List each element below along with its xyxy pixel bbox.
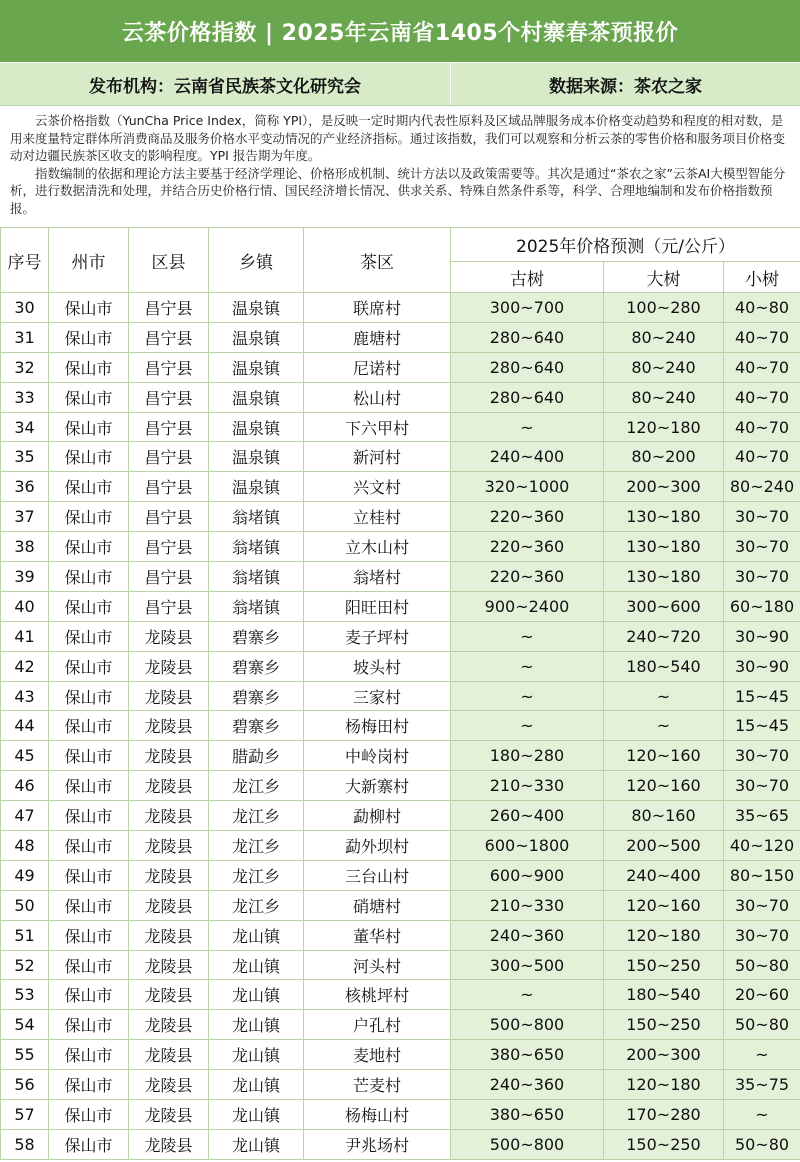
row-price-big-cell: 80~240 (604, 352, 724, 382)
row-prefecture-cell: 保山市 (49, 651, 129, 681)
row-price-ancient-cell: 300~700 (451, 293, 604, 323)
row-price-small-cell: 80~150 (724, 860, 800, 890)
row-no-cell: 51 (1, 920, 49, 950)
table-row (1, 860, 800, 890)
row-county-cell: 龙陵县 (129, 771, 209, 801)
row-tea-area-cell: 硝塘村 (304, 890, 451, 920)
row-township-cell: 温泉镇 (209, 322, 304, 352)
row-township-cell: 龙山镇 (209, 1040, 304, 1070)
table-row (1, 711, 800, 741)
row-county-cell: 龙陵县 (129, 621, 209, 651)
row-price-small-cell: 40~70 (724, 382, 800, 412)
row-price-small-cell: 40~70 (724, 322, 800, 352)
row-tea-area-cell: 勐柳村 (304, 801, 451, 831)
row-prefecture-cell: 保山市 (49, 591, 129, 621)
row-price-small-cell: ~ (724, 1100, 800, 1130)
row-township-cell: 龙山镇 (209, 1129, 304, 1159)
row-price-ancient-cell: 280~640 (451, 322, 604, 352)
col-header-county: 区县 (129, 228, 209, 293)
row-prefecture-cell: 保山市 (49, 1070, 129, 1100)
row-county-cell: 昌宁县 (129, 562, 209, 592)
table-row (1, 920, 800, 950)
row-township-cell: 翁堵镇 (209, 532, 304, 562)
row-prefecture-cell: 保山市 (49, 532, 129, 562)
row-tea-area-cell: 坡头村 (304, 651, 451, 681)
row-township-cell: 温泉镇 (209, 293, 304, 323)
row-tea-area-cell: 中岭岗村 (304, 741, 451, 771)
row-prefecture-cell: 保山市 (49, 860, 129, 890)
row-price-small-cell: 50~80 (724, 950, 800, 980)
intro-text (0, 106, 800, 227)
row-price-small-cell: 40~70 (724, 412, 800, 442)
row-township-cell: 腊勐乡 (209, 741, 304, 771)
row-price-big-cell: 150~250 (604, 950, 724, 980)
row-price-big-cell: 150~250 (604, 1010, 724, 1040)
row-price-big-cell: 150~250 (604, 1129, 724, 1159)
row-no-cell: 31 (1, 322, 49, 352)
row-price-big-cell: 120~160 (604, 741, 724, 771)
row-county-cell: 龙陵县 (129, 801, 209, 831)
row-no-cell: 47 (1, 801, 49, 831)
row-price-big-cell: 80~200 (604, 442, 724, 472)
row-price-ancient-cell: ~ (451, 651, 604, 681)
row-price-small-cell: 30~70 (724, 562, 800, 592)
row-prefecture-cell: 保山市 (49, 562, 129, 592)
info-bar (0, 62, 800, 106)
row-price-big-cell: 120~180 (604, 920, 724, 950)
row-no-cell: 56 (1, 1070, 49, 1100)
intro-paragraph-2: 指数编制的依据和理论方法主要基于经济学理论、价格形成机制、统计方法以及政策需要等。其次是通过“茶农之家”云茶AI大模型智能分析，进行数据清洗和处理，并结合历史价格行情、国民经济增长情况、供求关系、特殊自然条件系等，科学、合理地编制和发布价格指数预报。 (10, 165, 786, 216)
table-row (1, 1129, 800, 1159)
row-prefecture-cell: 保山市 (49, 681, 129, 711)
row-township-cell: 龙山镇 (209, 1100, 304, 1130)
table-row (1, 382, 800, 412)
row-county-cell: 龙陵县 (129, 890, 209, 920)
row-no-cell: 55 (1, 1040, 49, 1070)
row-county-cell: 昌宁县 (129, 352, 209, 382)
row-county-cell: 龙陵县 (129, 920, 209, 950)
table-row (1, 532, 800, 562)
row-prefecture-cell: 保山市 (49, 442, 129, 472)
row-county-cell: 昌宁县 (129, 293, 209, 323)
row-price-small-cell: 50~80 (724, 1129, 800, 1159)
row-price-big-cell: 130~180 (604, 502, 724, 532)
row-township-cell: 龙江乡 (209, 860, 304, 890)
row-price-small-cell: 40~70 (724, 442, 800, 472)
row-prefecture-cell: 保山市 (49, 950, 129, 980)
row-prefecture-cell: 保山市 (49, 621, 129, 651)
row-price-small-cell: 40~70 (724, 352, 800, 382)
row-tea-area-cell: 立桂村 (304, 502, 451, 532)
row-township-cell: 龙江乡 (209, 831, 304, 861)
row-price-big-cell: 80~160 (604, 801, 724, 831)
row-no-cell: 35 (1, 442, 49, 472)
row-price-big-cell: 300~600 (604, 591, 724, 621)
row-price-ancient-cell: 220~360 (451, 532, 604, 562)
row-price-ancient-cell: 180~280 (451, 741, 604, 771)
table-row (1, 352, 800, 382)
row-price-big-cell: 200~300 (604, 472, 724, 502)
row-prefecture-cell: 保山市 (49, 1010, 129, 1040)
row-price-small-cell: 30~70 (724, 920, 800, 950)
row-no-cell: 41 (1, 621, 49, 651)
table-row (1, 502, 800, 532)
row-prefecture-cell: 保山市 (49, 890, 129, 920)
row-county-cell: 昌宁县 (129, 591, 209, 621)
table-row (1, 980, 800, 1010)
row-price-ancient-cell: ~ (451, 980, 604, 1010)
row-tea-area-cell: 河头村 (304, 950, 451, 980)
col-header-no: 序号 (1, 228, 49, 293)
row-no-cell: 45 (1, 741, 49, 771)
row-township-cell: 龙山镇 (209, 950, 304, 980)
table-row (1, 472, 800, 502)
row-price-small-cell: 30~70 (724, 532, 800, 562)
row-price-ancient-cell: ~ (451, 711, 604, 741)
row-price-ancient-cell: 220~360 (451, 562, 604, 592)
row-price-ancient-cell: 240~360 (451, 1070, 604, 1100)
row-tea-area-cell: 杨梅山村 (304, 1100, 451, 1130)
row-tea-area-cell: 勐外坝村 (304, 831, 451, 861)
table-row (1, 950, 800, 980)
row-price-small-cell: 30~90 (724, 651, 800, 681)
row-no-cell: 54 (1, 1010, 49, 1040)
row-no-cell: 32 (1, 352, 49, 382)
row-price-ancient-cell: 260~400 (451, 801, 604, 831)
row-tea-area-cell: 麦子坪村 (304, 621, 451, 651)
row-price-small-cell: 40~80 (724, 293, 800, 323)
col-header-tea-area: 茶区 (304, 228, 451, 293)
table-row (1, 741, 800, 771)
row-county-cell: 昌宁县 (129, 472, 209, 502)
row-price-big-cell: 80~240 (604, 382, 724, 412)
row-price-big-cell: 120~180 (604, 412, 724, 442)
row-no-cell: 58 (1, 1129, 49, 1159)
row-prefecture-cell: 保山市 (49, 293, 129, 323)
data-source-label: 数据来源：茶农之家 (549, 76, 702, 97)
row-price-small-cell: 30~70 (724, 890, 800, 920)
row-no-cell: 57 (1, 1100, 49, 1130)
row-price-ancient-cell: 280~640 (451, 352, 604, 382)
row-tea-area-cell: 立木山村 (304, 532, 451, 562)
row-county-cell: 昌宁县 (129, 502, 209, 532)
row-price-big-cell: 180~540 (604, 651, 724, 681)
publisher-label: 发布机构：云南省民族茶文化研究会 (0, 63, 451, 105)
row-county-cell: 龙陵县 (129, 711, 209, 741)
row-price-small-cell: 30~90 (724, 621, 800, 651)
row-county-cell: 龙陵县 (129, 681, 209, 711)
row-county-cell: 龙陵县 (129, 651, 209, 681)
row-prefecture-cell: 保山市 (49, 1100, 129, 1130)
row-prefecture-cell: 保山市 (49, 472, 129, 502)
col-header-township: 乡镇 (209, 228, 304, 293)
row-prefecture-cell: 保山市 (49, 382, 129, 412)
row-township-cell: 龙山镇 (209, 920, 304, 950)
row-township-cell: 碧寨乡 (209, 621, 304, 651)
row-tea-area-cell: 麦地村 (304, 1040, 451, 1070)
col-header-ancient-tree: 古树 (451, 262, 604, 293)
row-price-small-cell: 35~65 (724, 801, 800, 831)
row-tea-area-cell: 鹿塘村 (304, 322, 451, 352)
table-row (1, 1040, 800, 1070)
row-county-cell: 龙陵县 (129, 1100, 209, 1130)
row-prefecture-cell: 保山市 (49, 502, 129, 532)
row-county-cell: 昌宁县 (129, 322, 209, 352)
title-bar (0, 0, 800, 62)
row-price-small-cell: 30~70 (724, 741, 800, 771)
row-county-cell: 龙陵县 (129, 1010, 209, 1040)
table-row (1, 562, 800, 592)
row-price-big-cell: 120~180 (604, 1070, 724, 1100)
row-price-big-cell: 80~240 (604, 322, 724, 352)
row-price-big-cell: 100~280 (604, 293, 724, 323)
row-township-cell: 龙江乡 (209, 771, 304, 801)
row-township-cell: 温泉镇 (209, 472, 304, 502)
row-price-big-cell: ~ (604, 681, 724, 711)
row-no-cell: 44 (1, 711, 49, 741)
row-price-big-cell: 240~720 (604, 621, 724, 651)
row-no-cell: 50 (1, 890, 49, 920)
table-row (1, 293, 800, 323)
row-price-ancient-cell: 500~800 (451, 1129, 604, 1159)
row-price-ancient-cell: 280~640 (451, 382, 604, 412)
row-county-cell: 龙陵县 (129, 980, 209, 1010)
row-tea-area-cell: 杨梅田村 (304, 711, 451, 741)
row-tea-area-cell: 联席村 (304, 293, 451, 323)
table-row (1, 890, 800, 920)
row-township-cell: 碧寨乡 (209, 711, 304, 741)
row-county-cell: 昌宁县 (129, 382, 209, 412)
row-price-big-cell: 120~160 (604, 890, 724, 920)
table-row (1, 681, 800, 711)
row-price-big-cell: 130~180 (604, 562, 724, 592)
row-tea-area-cell: 三台山村 (304, 860, 451, 890)
row-no-cell: 30 (1, 293, 49, 323)
row-no-cell: 42 (1, 651, 49, 681)
row-prefecture-cell: 保山市 (49, 322, 129, 352)
row-price-ancient-cell: 220~360 (451, 502, 604, 532)
row-price-small-cell: 20~60 (724, 980, 800, 1010)
row-county-cell: 龙陵县 (129, 831, 209, 861)
row-price-ancient-cell: 380~650 (451, 1100, 604, 1130)
row-tea-area-cell: 松山村 (304, 382, 451, 412)
table-row (1, 621, 800, 651)
row-price-ancient-cell: 600~1800 (451, 831, 604, 861)
row-county-cell: 龙陵县 (129, 860, 209, 890)
row-county-cell: 龙陵县 (129, 1040, 209, 1070)
table-row (1, 412, 800, 442)
row-tea-area-cell: 户孔村 (304, 1010, 451, 1040)
row-tea-area-cell: 三家村 (304, 681, 451, 711)
row-price-big-cell: 200~500 (604, 831, 724, 861)
table-header (1, 228, 800, 293)
row-township-cell: 温泉镇 (209, 352, 304, 382)
row-tea-area-cell: 尼诺村 (304, 352, 451, 382)
row-price-ancient-cell: 900~2400 (451, 591, 604, 621)
row-price-ancient-cell: 500~800 (451, 1010, 604, 1040)
row-price-small-cell: 15~45 (724, 681, 800, 711)
row-price-small-cell: 30~70 (724, 771, 800, 801)
row-no-cell: 52 (1, 950, 49, 980)
row-price-ancient-cell: 300~500 (451, 950, 604, 980)
row-price-small-cell: 30~70 (724, 502, 800, 532)
row-price-big-cell: ~ (604, 711, 724, 741)
row-county-cell: 龙陵县 (129, 1070, 209, 1100)
row-prefecture-cell: 保山市 (49, 831, 129, 861)
row-prefecture-cell: 保山市 (49, 352, 129, 382)
row-tea-area-cell: 新河村 (304, 442, 451, 472)
row-price-small-cell: 40~120 (724, 831, 800, 861)
row-price-small-cell: 60~180 (724, 591, 800, 621)
row-prefecture-cell: 保山市 (49, 412, 129, 442)
col-header-forecast: 2025年价格预测（元/公斤） (451, 228, 800, 262)
row-township-cell: 温泉镇 (209, 382, 304, 412)
row-price-small-cell: 15~45 (724, 711, 800, 741)
row-township-cell: 龙江乡 (209, 890, 304, 920)
row-tea-area-cell: 董华村 (304, 920, 451, 950)
row-price-big-cell: 240~400 (604, 860, 724, 890)
row-price-big-cell: 200~300 (604, 1040, 724, 1070)
page-title: 云茶价格指数 | 2025年云南省1405个村寨春茶预报价 (121, 20, 679, 46)
row-price-ancient-cell: 210~330 (451, 771, 604, 801)
col-header-big-tree: 大树 (604, 262, 724, 293)
table-row (1, 801, 800, 831)
table-body (1, 293, 800, 1160)
row-township-cell: 龙山镇 (209, 1070, 304, 1100)
row-prefecture-cell: 保山市 (49, 771, 129, 801)
row-price-small-cell: 80~240 (724, 472, 800, 502)
row-no-cell: 38 (1, 532, 49, 562)
row-tea-area-cell: 下六甲村 (304, 412, 451, 442)
row-no-cell: 37 (1, 502, 49, 532)
row-price-ancient-cell: 240~360 (451, 920, 604, 950)
row-price-ancient-cell: 210~330 (451, 890, 604, 920)
row-township-cell: 碧寨乡 (209, 681, 304, 711)
row-county-cell: 龙陵县 (129, 1129, 209, 1159)
row-price-ancient-cell: ~ (451, 412, 604, 442)
row-prefecture-cell: 保山市 (49, 920, 129, 950)
row-no-cell: 53 (1, 980, 49, 1010)
row-price-ancient-cell: 600~900 (451, 860, 604, 890)
row-county-cell: 龙陵县 (129, 950, 209, 980)
col-header-small-tree: 小树 (724, 262, 800, 293)
row-tea-area-cell: 翁堵村 (304, 562, 451, 592)
row-tea-area-cell: 芒麦村 (304, 1070, 451, 1100)
row-township-cell: 碧寨乡 (209, 651, 304, 681)
row-price-small-cell: 50~80 (724, 1010, 800, 1040)
row-tea-area-cell: 尹兆场村 (304, 1129, 451, 1159)
row-price-ancient-cell: ~ (451, 681, 604, 711)
table-row (1, 1070, 800, 1100)
row-township-cell: 温泉镇 (209, 412, 304, 442)
row-no-cell: 34 (1, 412, 49, 442)
row-no-cell: 46 (1, 771, 49, 801)
row-price-big-cell: 180~540 (604, 980, 724, 1010)
table-row (1, 591, 800, 621)
row-county-cell: 昌宁县 (129, 532, 209, 562)
row-no-cell: 40 (1, 591, 49, 621)
intro-paragraph-1: 云茶价格指数（YunCha Price Index，简称 YPI），是反映一定时期内代表性原料及区域品牌服务成本价格变动趋势和程度的相对数，是用来度量特定群体所消费商品及服务价格水平变动情况的产业经济指标。通过该指数，我们可以观察和分析云茶的零售价格和服务项目价格变动对边疆民族茶区收支的影响程度。YPI 报告期为年度。 (10, 113, 786, 163)
row-prefecture-cell: 保山市 (49, 1040, 129, 1070)
row-prefecture-cell: 保山市 (49, 801, 129, 831)
table-row (1, 322, 800, 352)
row-prefecture-cell: 保山市 (49, 741, 129, 771)
row-prefecture-cell: 保山市 (49, 1129, 129, 1159)
row-township-cell: 翁堵镇 (209, 591, 304, 621)
row-no-cell: 43 (1, 681, 49, 711)
row-price-ancient-cell: 240~400 (451, 442, 604, 472)
row-price-ancient-cell: 380~650 (451, 1040, 604, 1070)
row-no-cell: 36 (1, 472, 49, 502)
table-row (1, 1100, 800, 1130)
row-price-ancient-cell: ~ (451, 621, 604, 651)
row-township-cell: 翁堵镇 (209, 562, 304, 592)
row-price-ancient-cell: 320~1000 (451, 472, 604, 502)
row-price-big-cell: 130~180 (604, 532, 724, 562)
table-row (1, 831, 800, 861)
row-tea-area-cell: 大新寨村 (304, 771, 451, 801)
row-price-big-cell: 170~280 (604, 1100, 724, 1130)
table-row (1, 1010, 800, 1040)
row-no-cell: 39 (1, 562, 49, 592)
row-tea-area-cell: 核桃坪村 (304, 980, 451, 1010)
row-no-cell: 48 (1, 831, 49, 861)
row-county-cell: 龙陵县 (129, 741, 209, 771)
row-township-cell: 龙江乡 (209, 801, 304, 831)
row-township-cell: 龙山镇 (209, 980, 304, 1010)
row-price-big-cell: 120~160 (604, 771, 724, 801)
row-township-cell: 龙山镇 (209, 1010, 304, 1040)
row-no-cell: 33 (1, 382, 49, 412)
row-prefecture-cell: 保山市 (49, 711, 129, 741)
row-no-cell: 49 (1, 860, 49, 890)
row-price-small-cell: 35~75 (724, 1070, 800, 1100)
table-row (1, 442, 800, 472)
price-table (0, 227, 800, 1160)
row-county-cell: 昌宁县 (129, 442, 209, 472)
table-row (1, 651, 800, 681)
row-tea-area-cell: 阳旺田村 (304, 591, 451, 621)
row-township-cell: 翁堵镇 (209, 502, 304, 532)
row-prefecture-cell: 保山市 (49, 980, 129, 1010)
row-township-cell: 温泉镇 (209, 442, 304, 472)
row-price-small-cell: ~ (724, 1040, 800, 1070)
col-header-prefecture: 州市 (49, 228, 129, 293)
row-tea-area-cell: 兴文村 (304, 472, 451, 502)
row-county-cell: 昌宁县 (129, 412, 209, 442)
table-row (1, 771, 800, 801)
